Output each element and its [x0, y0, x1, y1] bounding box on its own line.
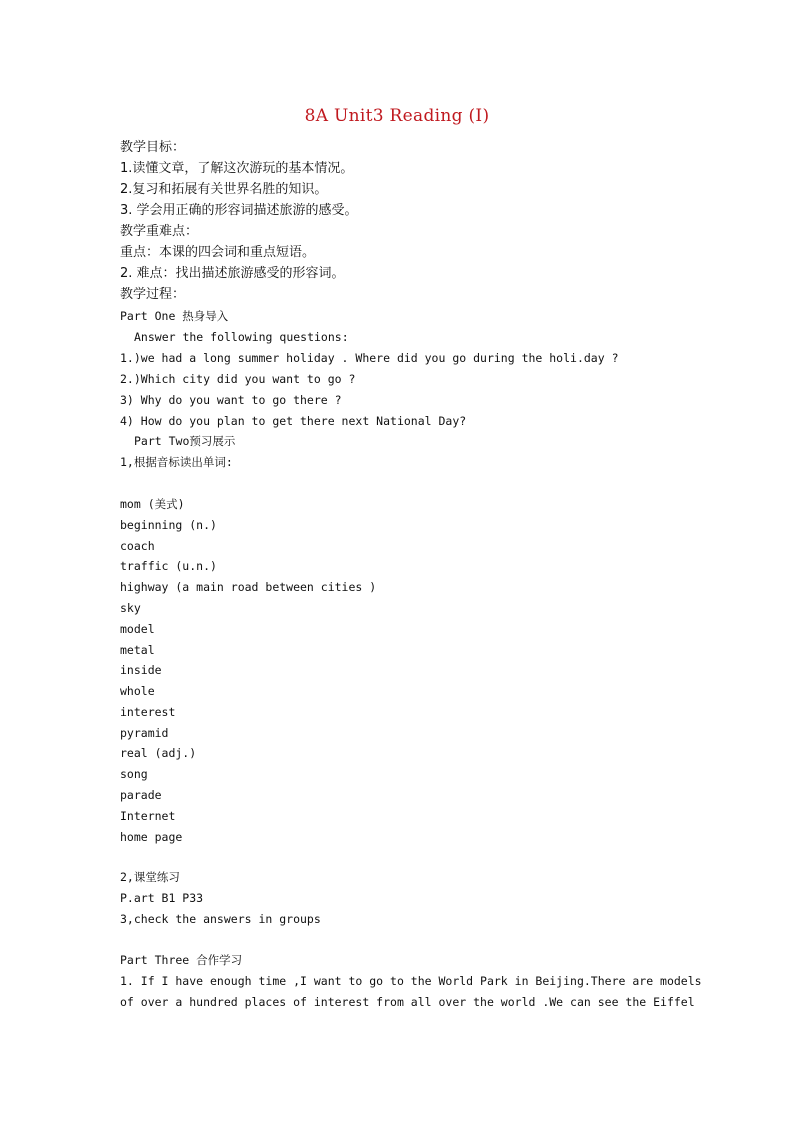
vocab-item: interest: [120, 705, 176, 719]
task-read-words: 1,根据音标读出单词:: [120, 455, 233, 469]
vocab-item: coach: [120, 539, 155, 553]
task-classroom-practice: 2,课堂练习: [120, 870, 180, 884]
task-reference: P.art B1 P33: [120, 891, 204, 905]
vocab-item: model: [120, 622, 155, 636]
vocab-item: Internet: [120, 809, 176, 823]
vocab-item: pyramid: [120, 726, 169, 740]
vocab-item: metal: [120, 643, 155, 657]
objectives-heading-text: 教学目标：: [120, 140, 186, 155]
vocab-item: sky: [120, 601, 141, 615]
paragraph-line: 1. If I have enough time ,I want to go to the World Park in Beijing.There are models: [120, 974, 702, 988]
task-check-answers: 3,check the answers in groups: [120, 912, 321, 926]
part-one-heading: Part One 热身导入: [120, 309, 229, 323]
vocab-item: home page: [120, 830, 183, 844]
part-one-instruction: Answer the following questions:: [134, 330, 349, 344]
question-item: 3) Why do you want to go there ?: [120, 393, 342, 407]
vocab-item: traffic (u.n.): [120, 559, 217, 573]
vocab-item: whole: [120, 684, 155, 698]
vocab-item: beginning (n.): [120, 518, 217, 532]
vocab-item: song: [120, 767, 148, 781]
objectives-heading: [120, 138, 185, 158]
vocab-item: highway (a main road between cities ): [120, 580, 377, 594]
objective-item: 2.复习和拓展有关世界名胜的知识。: [120, 182, 328, 197]
question-item: 4) How do you plan to get there next National Day?: [120, 414, 467, 428]
vocab-item: real (adj.): [120, 746, 197, 760]
difficulty-item: 2. 难点：找出描述旅游感受的形容词。: [120, 266, 345, 281]
process-heading: 教学过程：: [120, 287, 186, 302]
part-two-heading: Part Two预习展示: [134, 434, 236, 448]
difficulty-item: 重点：本课的四会词和重点短语。: [120, 245, 316, 260]
document-title: 8A Unit3 Reading (I): [304, 106, 490, 126]
vocab-item: parade: [120, 788, 162, 802]
vocab-item: inside: [120, 663, 162, 677]
part-three-heading: Part Three 合作学习: [120, 953, 243, 967]
difficulties-heading: 教学重难点：: [120, 224, 199, 239]
objective-item: 3. 学会用正确的形容词描述旅游的感受。: [120, 203, 358, 218]
question-item: 1.)we had a long summer holiday . Where did you go during the holi.day ?: [120, 351, 619, 365]
paragraph-line: of over a hundred places of interest from all over the world .We can see the Eiffel: [120, 995, 695, 1009]
vocab-item: mom (美式): [120, 497, 185, 511]
question-item: 2.)Which city did you want to go ?: [120, 372, 356, 386]
objective-item: 1.读懂文章，了解这次游玩的基本情况。: [120, 161, 354, 176]
